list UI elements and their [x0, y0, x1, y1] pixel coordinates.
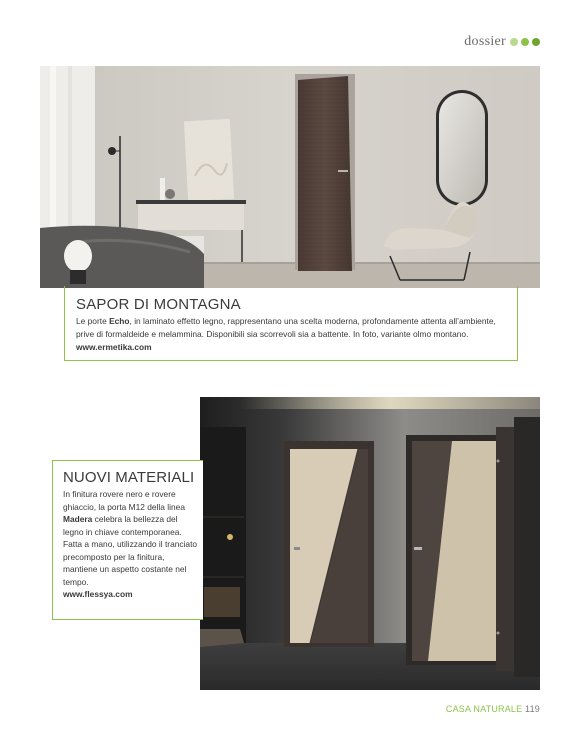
- section-label: dossier: [464, 34, 506, 49]
- dot-mid: [521, 38, 529, 46]
- body2-intro: In finitura rovere nero e rovere ghiaccio, la porta M12 della linea: [63, 489, 185, 512]
- magazine-name: CASA NATURALE: [445, 704, 523, 714]
- article-body-1: [76, 315, 512, 354]
- product-line-madera: Madera: [63, 514, 93, 524]
- two-doors-photo: [200, 397, 540, 690]
- website-link-1[interactable]: www.ermetika.com: [76, 342, 152, 352]
- product-name-echo: Echo: [109, 316, 130, 326]
- dot-light: [510, 38, 518, 46]
- bedroom-door-illustration: [40, 66, 540, 288]
- two-doors-illustration: [200, 397, 540, 690]
- bedroom-door-photo: [40, 66, 540, 288]
- body1-intro: Le porte: [76, 316, 110, 326]
- body2-description: celebra la bellezza del legno in chiave contemporanea. Fatta a mano, utilizzando il tranciato precomposto per la finitura, mantiene un aspetto costante nel tempo.: [63, 514, 198, 587]
- page-number: 119: [525, 704, 540, 714]
- dot-dark: [532, 38, 540, 46]
- body1-description: , in laminato effetto legno, rappresentano una scelta moderna, profondamente attenta all’ambiente, prive di formaldeide e melammina. Disponibili sia scorrevoli sia a battente. In foto, variante olmo montano.: [76, 316, 496, 339]
- website-link-2[interactable]: www.flessya.com: [63, 589, 133, 599]
- section-dots: [510, 38, 540, 46]
- article-title-2: NUOVI MATERIALI: [63, 469, 195, 486]
- article-body-2: [63, 488, 199, 601]
- page-footer: [446, 704, 540, 714]
- article-title-1: SAPOR DI MONTAGNA: [76, 296, 241, 313]
